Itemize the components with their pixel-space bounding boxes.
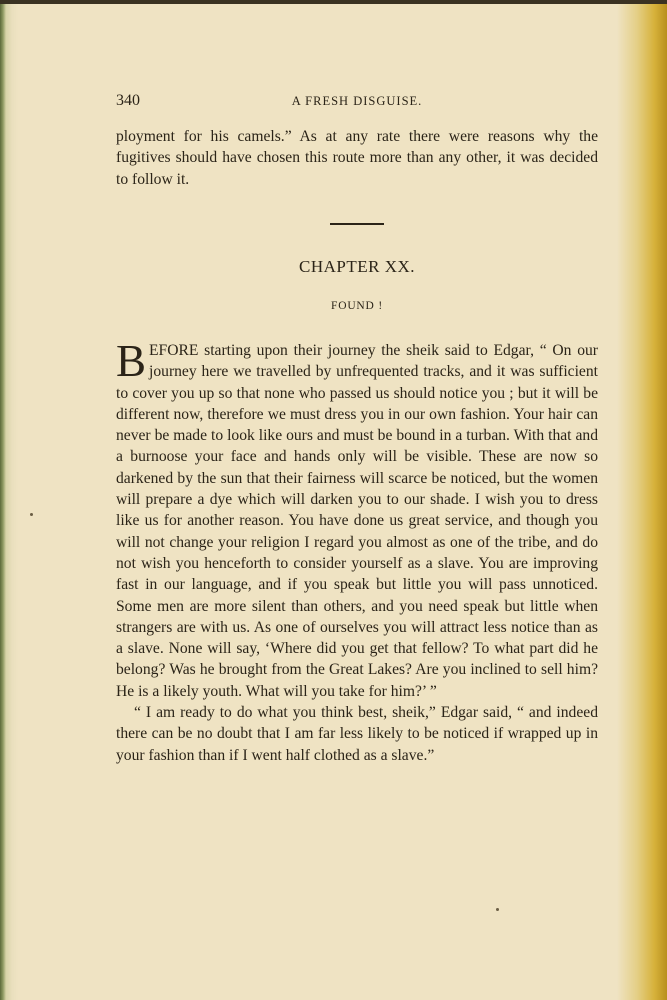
opening-paragraph [116,336,598,702]
continuation-paragraph [116,126,598,190]
continuation-text: ployment for his camels.” As at any rate there were reasons why the fugitives should have chosen this route more than any other, it was decided to follow it. [116,128,598,188]
chapter-title: CHAPTER XX. [298,257,415,276]
paper-speck [496,908,499,911]
section-divider [330,223,384,225]
page-number: 340 [116,92,140,109]
chapter-body [116,336,598,766]
chapter-subtitle: FOUND ! [331,300,383,312]
reply-paragraph: “ I am ready to do what you think best, sheik,” Edgar said, “ and indeed there can be no doubt that I am far less likely to be noticed if wrapped up in your fashion than if I went half clothed as a slave.” [116,704,598,764]
opening-paragraph-text: EFORE starting upon their journey the sheik said to Edgar, “ On our journey here we travelled by unfrequented tracks, and it was sufficient to cover you up so that none who passed us should notice you ; but it will be different now, therefore we must dress you in our own fashion. Your hair can never be made to look like ours and must be bound in a turban. With that and a burnoose your face and hands only will be visible. These are now so darkened by the sun that their fairness will scarce be noticed, but the women will prepare a dye which will darken you to our shade. I wish you to dress like us for another reason. You have done us great service, and though you will not change your religion I regard you almost as one of the tribe, and do not wish you henceforth to consider yourself as a slave. You are improving fast in our language, and if you speak but little you will pass unnoticed. Some men are more silent than others, and you need speak but little when strangers are with us. As one of ourselves you will attract less notice than as a slave. None will say, ‘Where did you get that fellow? To what part did he belong? Was he brought from the Great Lakes? Are you inclined to sell him? He is a likely youth. What will you take for him?’ ” [116,342,598,700]
page-header [116,92,598,112]
running-title: A FRESH DISGUISE. [291,94,423,108]
drop-cap: B [116,336,147,386]
paper-speck [30,513,33,516]
